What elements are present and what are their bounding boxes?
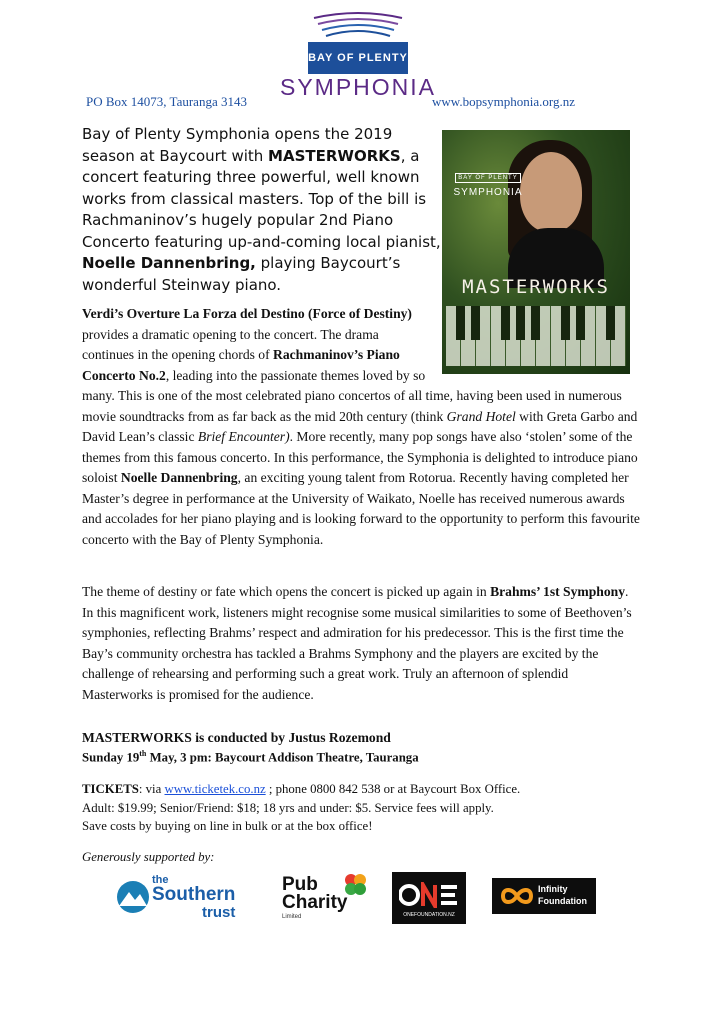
clover-icon <box>342 872 368 898</box>
mountain-icon <box>116 880 150 914</box>
poster-brand: BAY OF PLENTY SYMPHONIA <box>453 175 523 198</box>
tickets-info: TICKETS: via www.ticketek.co.nz ; phone 0800 842 538 or at Baycourt Box Office. Adult: $19.99; Senior/Friend: $18; 18 yrs and under: $5. Service fees will apply. Save costs by buying on line in bulk or at the box office! <box>82 782 521 833</box>
postal-address: PO Box 14073, Tauranga 3143 <box>86 94 247 109</box>
one-mark-icon <box>399 882 459 908</box>
infinity-foundation-logo: Infinity Foundation <box>492 878 596 914</box>
intro-paragraph: Bay of Plenty Symphonia opens the 2019 season at Baycourt with MASTERWORKS, a concert featuring three powerful, well known works from classical masters. Top of the bill is Rachmaninov’s hugely popular 2nd Piano Concerto featuring up-and-coming local pianist, Noelle Dannenbring, playing Baycourt’s wonderful Steinway piano. <box>82 125 441 294</box>
conductor-line: MASTERWORKS is conducted by Justus Rozemond <box>82 730 391 745</box>
logo-symphonia: SYMPHONIA <box>279 74 437 100</box>
date-venue-line: Sunday 19th May, 3 pm: Baycourt Addison Theatre, Tauranga <box>82 749 419 765</box>
one-foundation-logo: ONEFOUNDATION.NZ <box>392 872 466 924</box>
poster-title: MASTERWORKS <box>462 276 610 298</box>
pub-charity-logo: Pub Charity Limited <box>280 872 370 924</box>
logo-bay-of-plenty: BAY OF PLENTY <box>308 42 408 74</box>
poster-face <box>520 152 582 232</box>
body-paragraph-2: The theme of destiny or fate which opens the concert is picked up again in Brahms’ 1st Symphony. In this magnificent work, listeners might recognise some musical similarities to some of Beethoven’s symphonies, reflecting Brahms’ respect and admiration for his predecessor. This is the first time the Bay’s community orchestra has tackled a Brahms Symphony and the players are excited by the challenge of rehearsing and performing such a great work. Truly an afternoon of splendid Masterworks is promised for the audience. <box>82 584 632 702</box>
website-link[interactable]: www.bopsymphonia.org.nz <box>432 94 575 109</box>
symphonia-logo <box>278 10 438 100</box>
supported-by-label: Generously supported by: <box>82 850 215 864</box>
southern-trust-logo: the Southern trust <box>116 872 266 924</box>
wave-lines-icon <box>310 10 406 40</box>
poster-wrap-spacer <box>428 304 642 382</box>
ticketek-link[interactable]: www.ticketek.co.nz <box>164 782 266 796</box>
body-paragraph-1: Verdi’s Overture La Forza del Destino (Force of Destiny) provides a dramatic opening to the concert. The drama continues in the opening chords of Rachmaninov’s Piano Concerto No.2, leading into the passionate themes loved by so many. This is one of the most celebrated piano concertos of all time, having been used in numerous movie soundtracks from as far back as the mid 20th century (think Grand Hotel with Greta Garbo and David Lean’s classic Brief Encounter). More recently, many pop songs have also ‘stolen’ some of the themes from this famous concerto. In this performance, the Symphonia is delighted to introduce piano soloist Noelle Dannenbring, an exciting young talent from Rotorua. Recently having completed her Master’s degree in performance at the University of Waikato, Noelle has received numerous awards and accolades for her piano playing and is looking forward to the opportunity to perform this favourite concerto with the Bay of Plenty Symphonia. <box>82 304 642 550</box>
infinity-icon <box>500 886 534 906</box>
